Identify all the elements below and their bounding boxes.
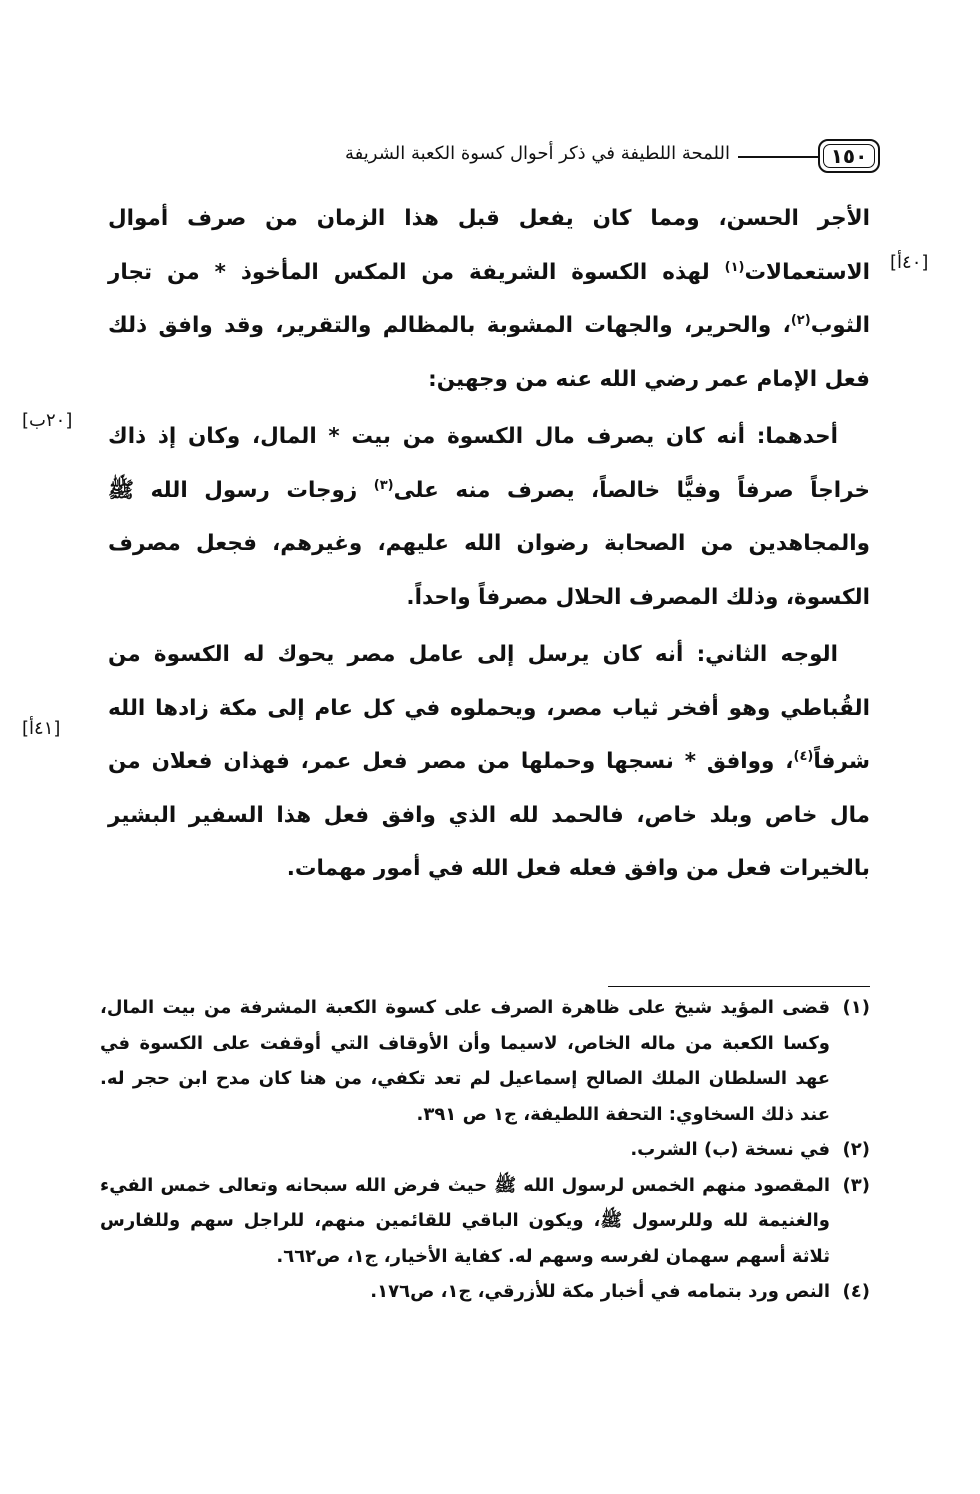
paragraph-1: الأجر الحسن، ومما كان يفعل قبل هذا الزمان من صرف أموال الاستعمالات$^{(١)}$ لهذه الكسوة الشريفة من المكس المأخوذ * من تجار الثوب$^{(٢)}$، والحرير، والجهات المشوبة بالمظالم والتقرير، وقد وافق ذلك فعل الإمام عمر رضي الله عنه من وجهين: — [108, 206, 870, 392]
footnote-2 — [100, 1132, 870, 1168]
footnote-number: (٤) — [842, 1281, 870, 1302]
footnote-4 — [100, 1274, 870, 1310]
footnote-text: المقصود منهم الخمس لرسول الله ﷺ حيث فرض الله سبحانه وتعالى خمس الفيء والغنيمة لله وللرسول ﷺ، ويكون الباقي للقائمين منهم، للراجل سهم وللفارس ثلاثة أسهم سهمان لفرسه وسهم له. كفاية الأخيار، ج١، ص٦٦٢. — [100, 1174, 830, 1267]
footnote-ref-1[interactable]: (١) — [724, 259, 745, 275]
margin-note-3-text: [٤١أ] — [22, 718, 61, 739]
footnote-1 — [100, 990, 870, 1132]
margin-note-2 — [22, 410, 72, 431]
footnote-text: قضى المؤيد شيخ على ظاهرة الصرف على كسوة الكعبة المشرفة من بيت المال، وكسا الكعبة من ماله الخاص، لاسيما وأن الأوقاف التي أوقفت على الكسوة في عهد السلطان الملك الصالح إسماعيل لم تعد تكفي، من هنا كان مدح ابن حجر له. عند ذلك السخاوي: التحفة اللطيفة، ج١ ص ٣٩١. — [100, 997, 830, 1125]
page-number: ١٥٠ — [818, 139, 880, 173]
footnote-number: (٢) — [842, 1139, 870, 1160]
margin-note-3 — [22, 718, 60, 739]
footnote-text: النص ورد بتمامه في أخبار مكة للأزرقي، ج١، ص١٧٦. — [370, 1281, 830, 1302]
footnote-3 — [100, 1168, 870, 1275]
paragraph-2: أحدهما: أنه كان يصرف مال الكسوة من بيت * المال، وكان إذ ذاك خراجاً صرفاً وفيًّا خالصاً، يصرف منه على$^{(٣)}$ زوجات رسول الله ﷺ والمجاهدين من الصحابة رضوان الله عليهم، وغيرهم، فجعل مصرف الكسوة، وذلك المصرف الحلال مصرفاً واحداً. — [108, 424, 870, 610]
margin-note-1 — [890, 252, 980, 273]
header-rule — [738, 156, 818, 158]
main-text — [108, 192, 870, 900]
margin-note-1-text: [٤٠أ] — [890, 252, 929, 273]
footnote-number: (٣) — [842, 1174, 870, 1196]
footnote-separator — [608, 986, 870, 987]
paragraph-3: الوجه الثاني: أنه كان يرسل إلى عامل مصر يحوك له الكسوة من القُباطي وهو أفخر ثياب مصر، ويحملوه في كل عام إلى مكة زادها الله شرفاً$^{(٤)}$، ووافق * نسجها وحملها من مصر فعل عمر، فهذان فعلان من مال خاص وبلد خاص، فالحمد لله الذي وافق فعل هذا السفير البشير بالخيرات فعل من وافق فعله فعل الله في أمور مهمات. — [108, 642, 870, 881]
footnote-ref-3[interactable]: (٣) — [373, 477, 394, 493]
running-title: اللمحة اللطيفة في ذكر أحوال كسوة الكعبة الشريفة — [345, 143, 730, 164]
footnote-text: في نسخة (ب) الشرب. — [630, 1139, 830, 1160]
footnote-number: (١) — [842, 997, 870, 1018]
footnote-ref-4[interactable]: (٤) — [793, 748, 814, 764]
page-header — [100, 135, 880, 179]
margin-note-2-text: [٢٠ب] — [22, 410, 73, 431]
footnote-ref-2[interactable]: (٢) — [790, 312, 811, 328]
footnotes — [100, 990, 870, 1310]
